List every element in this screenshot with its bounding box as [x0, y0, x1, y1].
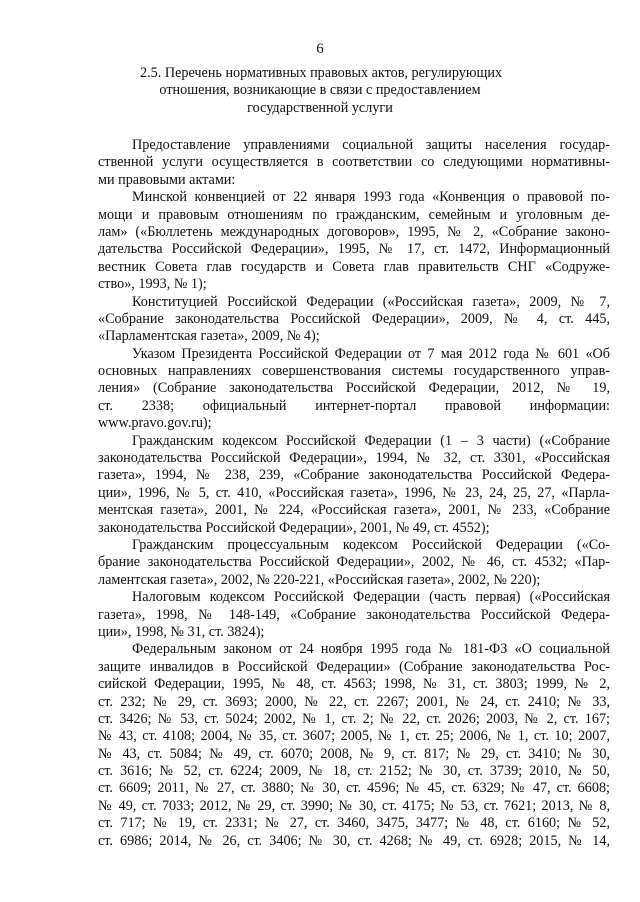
heading-line: отношения, возникающие в связи с предоставлением [159, 82, 481, 99]
text-line: № 43, ст. 4108; 2004, № 35, ст. 3607; 2005, № 1, ст. 25; 2006, № 1, ст. 10; 2007, [98, 728, 610, 745]
text-line: № 49, ст. 7033; 2012, № 29, ст. 3990; № 30, ст. 4175; № 53, ст. 7621; 2013, № 8, [98, 797, 610, 814]
page-number: 6 [316, 41, 324, 57]
text-line: ственной услуги осуществляется в соответствии со следующими нормативны- [98, 154, 610, 171]
text-line: брание законодательства Российской Федерации», 2002, № 46, ст. 4532; «Пар- [98, 554, 610, 571]
text-line: Гражданским процессуальным кодексом Российской Федерации («Со- [132, 536, 610, 553]
text-line: www.pravo.gov.ru); [98, 415, 212, 432]
text-line: ство», 1993, № 1); [98, 276, 207, 293]
heading-line: 2.5. Перечень нормативных правовых актов, регулирующих [140, 65, 503, 81]
text-line: ст. 6609; 2011, № 27, ст. 3880; № 30, ст. 4596; № 45, ст. 6329; № 47, ст. 6608; [98, 780, 610, 797]
paragraph [98, 189, 610, 293]
text-line: ст. 717; № 19, ст. 2331; № 27, ст. 3460, 3475, 3477; № 48, ст. 6160; № 52, [98, 815, 610, 832]
text-line: дательства Российской Федерации», 1995, № 17, ст. 1472, Информационный [98, 241, 610, 258]
paragraph [98, 137, 610, 189]
text-line: ст. 232; № 29, ст. 3693; 2000, № 22, ст. 2267; 2001, № 24, ст. 2410; № 33, [98, 693, 610, 710]
text-line: Налоговым кодексом Российской Федерации (часть первая) («Российская [132, 589, 610, 606]
text-line: основных направлениях совершенствования системы государственного управ- [98, 363, 610, 380]
text-line: газета», 1994, № 238, 239, «Собрание законодательства Российской Федера- [98, 467, 610, 484]
text-line: ст. 3616; № 52, ст. 6224; 2009, № 18, ст. 2152; № 30, ст. 3739; 2010, № 50, [98, 763, 610, 780]
text-line: Указом Президента Российской Федерации от 7 мая 2012 года № 601 «Об [132, 345, 610, 362]
text-line: «Парламентская газета», 2009, № 4); [98, 328, 320, 345]
paragraph [98, 433, 610, 537]
text-line: законодательства Российской Федерации», 2001, № 49, ст. 4552); [98, 519, 490, 536]
text-line: № 43, ст. 5084; № 49, ст. 6070; 2008, № 9, ст. 817; № 29, ст. 3410; № 30, [98, 745, 610, 762]
text-line: ст. 6986; 2014, № 26, ст. 3406; № 30, ст. 4268; № 49, ст. 6928; 2015, № 14, [98, 832, 610, 849]
text-line: ламентская газета», 2002, № 220-221, «Российская газета», 2002, № 220); [98, 571, 541, 588]
text-line: сийской Федерации, 1995, № 48, ст. 4563; 1998, № 31, ст. 3803; 1999, № 2, [98, 676, 610, 693]
heading-line: государственной услуги [247, 99, 393, 116]
text-line: ми правовыми актами: [98, 171, 236, 188]
text-line: Предоставление управлениями социальной защиты населения государ- [132, 137, 610, 153]
text-line: ления» (Собрание законодательства Российской Федерации, 2012, № 19, [98, 380, 610, 397]
text-line: ст. 3426; № 53, ст. 5024; 2002, № 1, ст. 2; № 22, ст. 2026; 2003, № 2, ст. 167; [98, 710, 610, 727]
text-line: защите инвалидов в Российской Федерации» (Собрание законодательства Рос- [98, 658, 610, 675]
paragraph [98, 294, 610, 346]
text-line: мощи и правовым отношениям по гражданским, семейным и уголовным де- [98, 206, 610, 223]
text-line: законодательства Российской Федерации», 1994, № 32, ст. 3301, «Российская [98, 450, 610, 467]
text-line: Гражданским кодексом Российской Федерации (1 – 3 части) («Собрание [132, 432, 610, 449]
text-line: Конституцией Российской Федерации («Российская газета», 2009, № 7, [132, 293, 610, 310]
text-line: газета», 1998, № 148-149, «Собрание законодательства Российской Федера- [98, 606, 610, 623]
paragraph [98, 346, 610, 433]
text-line: ции», 1998, № 31, ст. 3824); [98, 623, 265, 640]
section-heading [140, 65, 503, 117]
text-line: ст. 2338; официальный интернет-портал правовой информации: [98, 397, 610, 414]
text-line: «Собрание законодательства Российской Федерации», 2009, № 4, ст. 445, [98, 310, 610, 327]
paragraph [98, 537, 610, 589]
paragraph [98, 641, 610, 850]
text-line: вестник Совета глав государств и Совета глав правительств СНГ «Содруже- [98, 258, 610, 275]
body-text [98, 137, 610, 850]
text-line: ментская газета», 2001, № 224, «Российская газета», 2001, № 233, «Собрание [98, 502, 610, 519]
text-line: лам» («Бюллетень международных договоров», 1995, № 2, «Собрание законо- [98, 223, 610, 240]
text-line: Минской конвенцией от 22 января 1993 года «Конвенция о правовой по- [132, 189, 610, 206]
text-line: ции», 1996, № 5, ст. 410, «Российская газета», 1996, № 23, 24, 25, 27, «Парла- [98, 484, 610, 501]
paragraph [98, 589, 610, 641]
text-line: Федеральным законом от 24 ноября 1995 года № 181-ФЗ «О социальной [132, 641, 610, 658]
